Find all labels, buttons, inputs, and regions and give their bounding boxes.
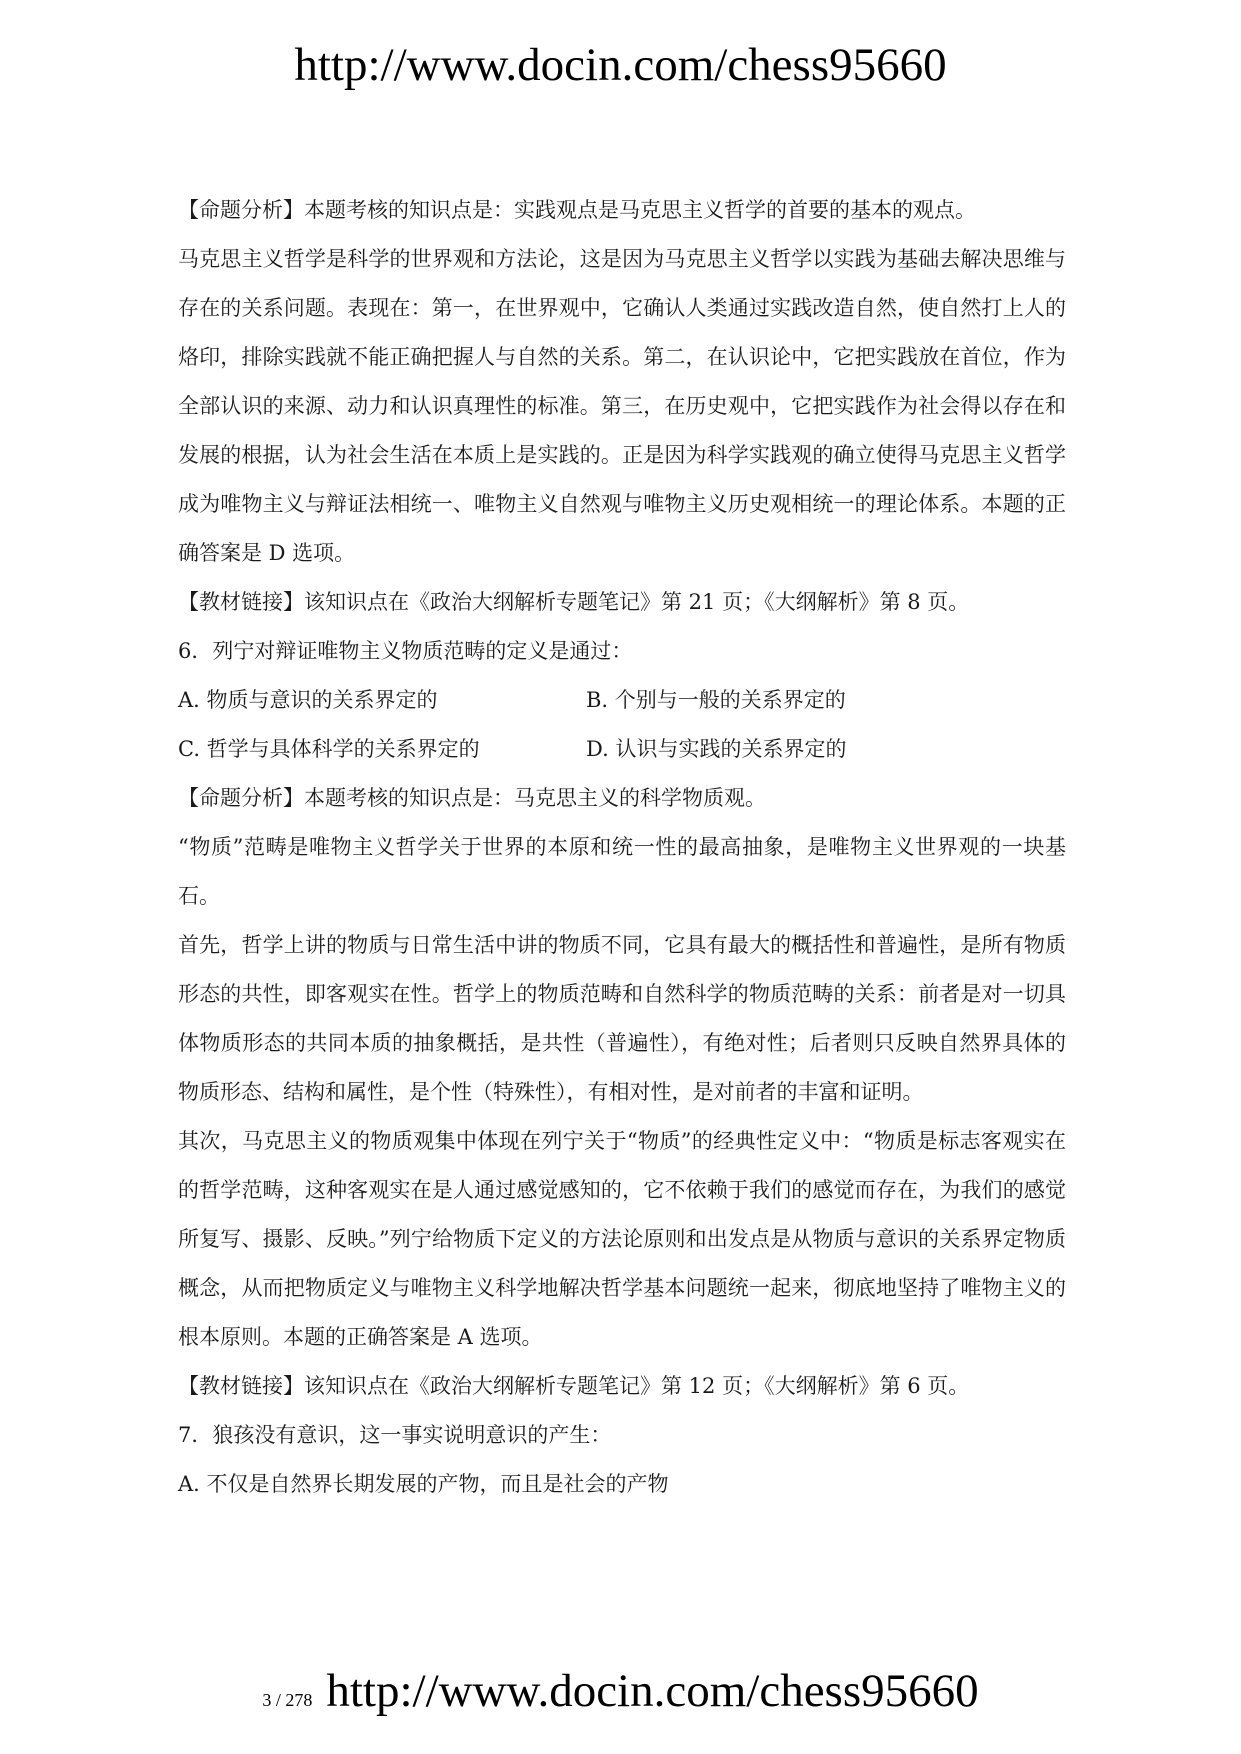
- question-6-options-row-2: [178, 725, 1066, 774]
- question-6: 6．列宁对辩证唯物主义物质范畴的定义是通过：: [178, 639, 633, 663]
- header-url: http://www.docin.com/chess95660: [294, 39, 947, 91]
- option-7a: A. 不仅是自然界长期发展的产物，而且是社会的产物: [178, 1472, 669, 1496]
- paragraph-second: 其次，马克思主义的物质观集中体现在列宁关于“物质”的经典性定义中：“物质是标志客观实在的哲学范畴，这种客观实在是人通过感觉感知的，它不依赖于我们的感觉而存在，为我们的感觉所复写、摄影、反映。”列宁给物质下定义的方法论原则和出发点是从物质与意识的关系界定物质概念，从而把物质定义与唯物主义科学地解决哲学基本问题统一起来，彻底地坚持了唯物主义的根本原则。本题的正确答案是 A 选项。: [178, 1129, 1066, 1349]
- analysis-heading-2: 【命题分析】本题考核的知识点是：马克思主义的科学物质观。: [178, 786, 766, 810]
- document-body: [178, 186, 1066, 1509]
- question-7: 7．狼孩没有意识，这一事实说明意识的产生：: [178, 1423, 612, 1447]
- analysis-heading-1: 【命题分析】本题考核的知识点是：实践观点是马克思主义哲学的首要的基本的观点。: [178, 198, 976, 222]
- footer: [0, 1664, 1241, 1718]
- option-6b: B. 个别与一般的关系界定的: [586, 688, 846, 712]
- paragraph-matter-category: “物质”范畴是唯物主义哲学关于世界的本原和统一性的最高抽象，是唯物主义世界观的一块基石。: [178, 835, 1066, 908]
- page-number: 3 / 278: [262, 1690, 313, 1710]
- textbook-link-1: 【教材链接】该知识点在《政治大纲解析专题笔记》第 21 页；《大纲解析》第 8 页。: [178, 590, 970, 614]
- option-6d: D. 认识与实践的关系界定的: [586, 737, 847, 761]
- question-6-options-row-1: [178, 676, 1066, 725]
- option-6a: A. 物质与意识的关系界定的: [178, 688, 438, 712]
- option-6c: C. 哲学与具体科学的关系界定的: [178, 737, 480, 761]
- footer-url: http://www.docin.com/chess95660: [326, 1665, 979, 1717]
- textbook-link-2: 【教材链接】该知识点在《政治大纲解析专题笔记》第 12 页；《大纲解析》第 6 页。: [178, 1374, 970, 1398]
- paragraph-first: 首先，哲学上讲的物质与日常生活中讲的物质不同，它具有最大的概括性和普遍性，是所有物质形态的共性，即客观实在性。哲学上的物质范畴和自然科学的物质范畴的关系：前者是对一切具体物质形态的共同本质的抽象概括，是共性（普遍性），有绝对性；后者则只反映自然界具体的物质形态、结构和属性，是个性（特殊性），有相对性，是对前者的丰富和证明。: [178, 933, 1066, 1104]
- paragraph-practice-view: 马克思主义哲学是科学的世界观和方法论，这是因为马克思主义哲学以实践为基础去解决思维与存在的关系问题。表现在：第一，在世界观中，它确认人类通过实践改造自然，使自然打上人的烙印，排除实践就不能正确把握人与自然的关系。第二，在认识论中，它把实践放在首位，作为全部认识的来源、动力和认识真理性的标准。第三，在历史观中，它把实践作为社会得以存在和发展的根据，认为社会生活在本质上是实践的。正是因为科学实践观的确立使得马克思主义哲学成为唯物主义与辩证法相统一、唯物主义自然观与唯物主义历史观相统一的理论体系。本题的正确答案是 D 选项。: [178, 247, 1066, 565]
